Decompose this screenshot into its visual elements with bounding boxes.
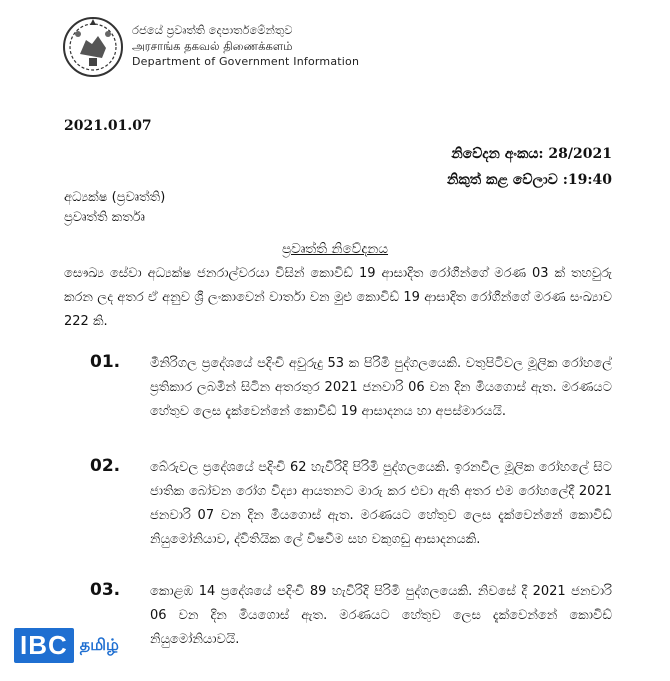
letterhead xyxy=(62,14,362,84)
letterhead-tamil: அரசாங்க தகவல் திணைக்களம் xyxy=(132,39,293,53)
item-text: කොළඹ 14 ප්‍රදේශයේ පදිංචි 89 හැවිරිදි පිරිමි පුද්ගලයෙකි. නිවසේ දී 2021 ජනවාරි 06 වන දින මියගොස් ඇත. මරණයට හේතුව ලෙස දැක්වෙන්නේ කොවිඩ් නියුමෝනියාවයි. xyxy=(150,584,612,647)
document-date: 2021.01.07 xyxy=(64,118,152,134)
intro-paragraph: සෞඛ්‍ය සේවා අධ්‍යක්ෂ ජනරාල්වරයා විසින් කොවිඩ් 19 ආසාදිත රෝගීන්ගේ මරණ 03 ක් තහවුරු කරන ලද අතර ඒ අනුව ශ්‍රී ලංකාවෙන් වාර්තා වන මුළු කොවිඩ් 19 ආසාදිත රෝගීන්ගේ මරණ සංඛ්‍යාව 222 කි. xyxy=(64,266,612,329)
item-text: මීනිරිගල ප්‍රදේශයේ පදිංචි අවුරුදු 53 ක පිරිමි පුද්ගලයෙකි. වතුපිටිවල මූලික රෝහලේ ප්‍රතිකාර ලබමින් සිටින අතරතුර 2021 ජනවාරි 06 වන දින මියගොස් ඇත. මරණයට හේතුව ලෙස දැක්වෙන්නේ කොවිඩ් 19 ආසාදනය හා අපස්මාරයයි. xyxy=(150,356,612,419)
sri-lanka-emblem-icon xyxy=(62,14,124,80)
release-number: නිවේදන අංකය: 28/2021 xyxy=(451,146,612,162)
addressee-line-1: අධ්‍යක්ෂ (ප්‍රවෘත්ති) xyxy=(64,190,166,205)
addressee-line-2: ප්‍රවෘත්ති කර්තෘ xyxy=(64,210,145,225)
ibc-logo: IBC xyxy=(14,628,74,663)
ibc-logo-subtext: தமிழ் xyxy=(79,635,119,654)
heading-text: ප්‍රවෘත්ති නිවේදනය xyxy=(281,241,389,257)
page-title xyxy=(0,238,670,257)
letterhead-sinhala: රජයේ ප්‍රවෘත්ති දෙපාර්තමේන්තුව xyxy=(132,23,293,37)
item-number: 03. xyxy=(90,580,121,600)
item-text: බේරුවල ප්‍රදේශයේ පදිංචි 62 හැවිරිදි පිරිමි පුද්ගලයෙකි. ඉරනවිල මූලික රෝහලේ සිට ජාතික බෝවන රෝග විද්‍යා ආයතනට මාරු කර එවා ඇති අතර එම රෝහලේදී 2021 ජනවාරි 07 වන දින මියගොස් ඇත. මරණයට හේතුව ලෙස දැක්වෙන්නේ කොවිඩ් නියුමෝනියාව, ද්විතියික ලේ විෂවීම සහ වකුගඩු ආසාදනයකි. xyxy=(150,460,612,547)
letterhead-english: Department of Government Information xyxy=(132,55,360,68)
ibc-watermark xyxy=(14,628,119,663)
item-number: 02. xyxy=(90,456,121,476)
item-number: 01. xyxy=(90,352,121,372)
release-time: නිකුත් කළ වේලාව :19:40 xyxy=(446,172,612,188)
